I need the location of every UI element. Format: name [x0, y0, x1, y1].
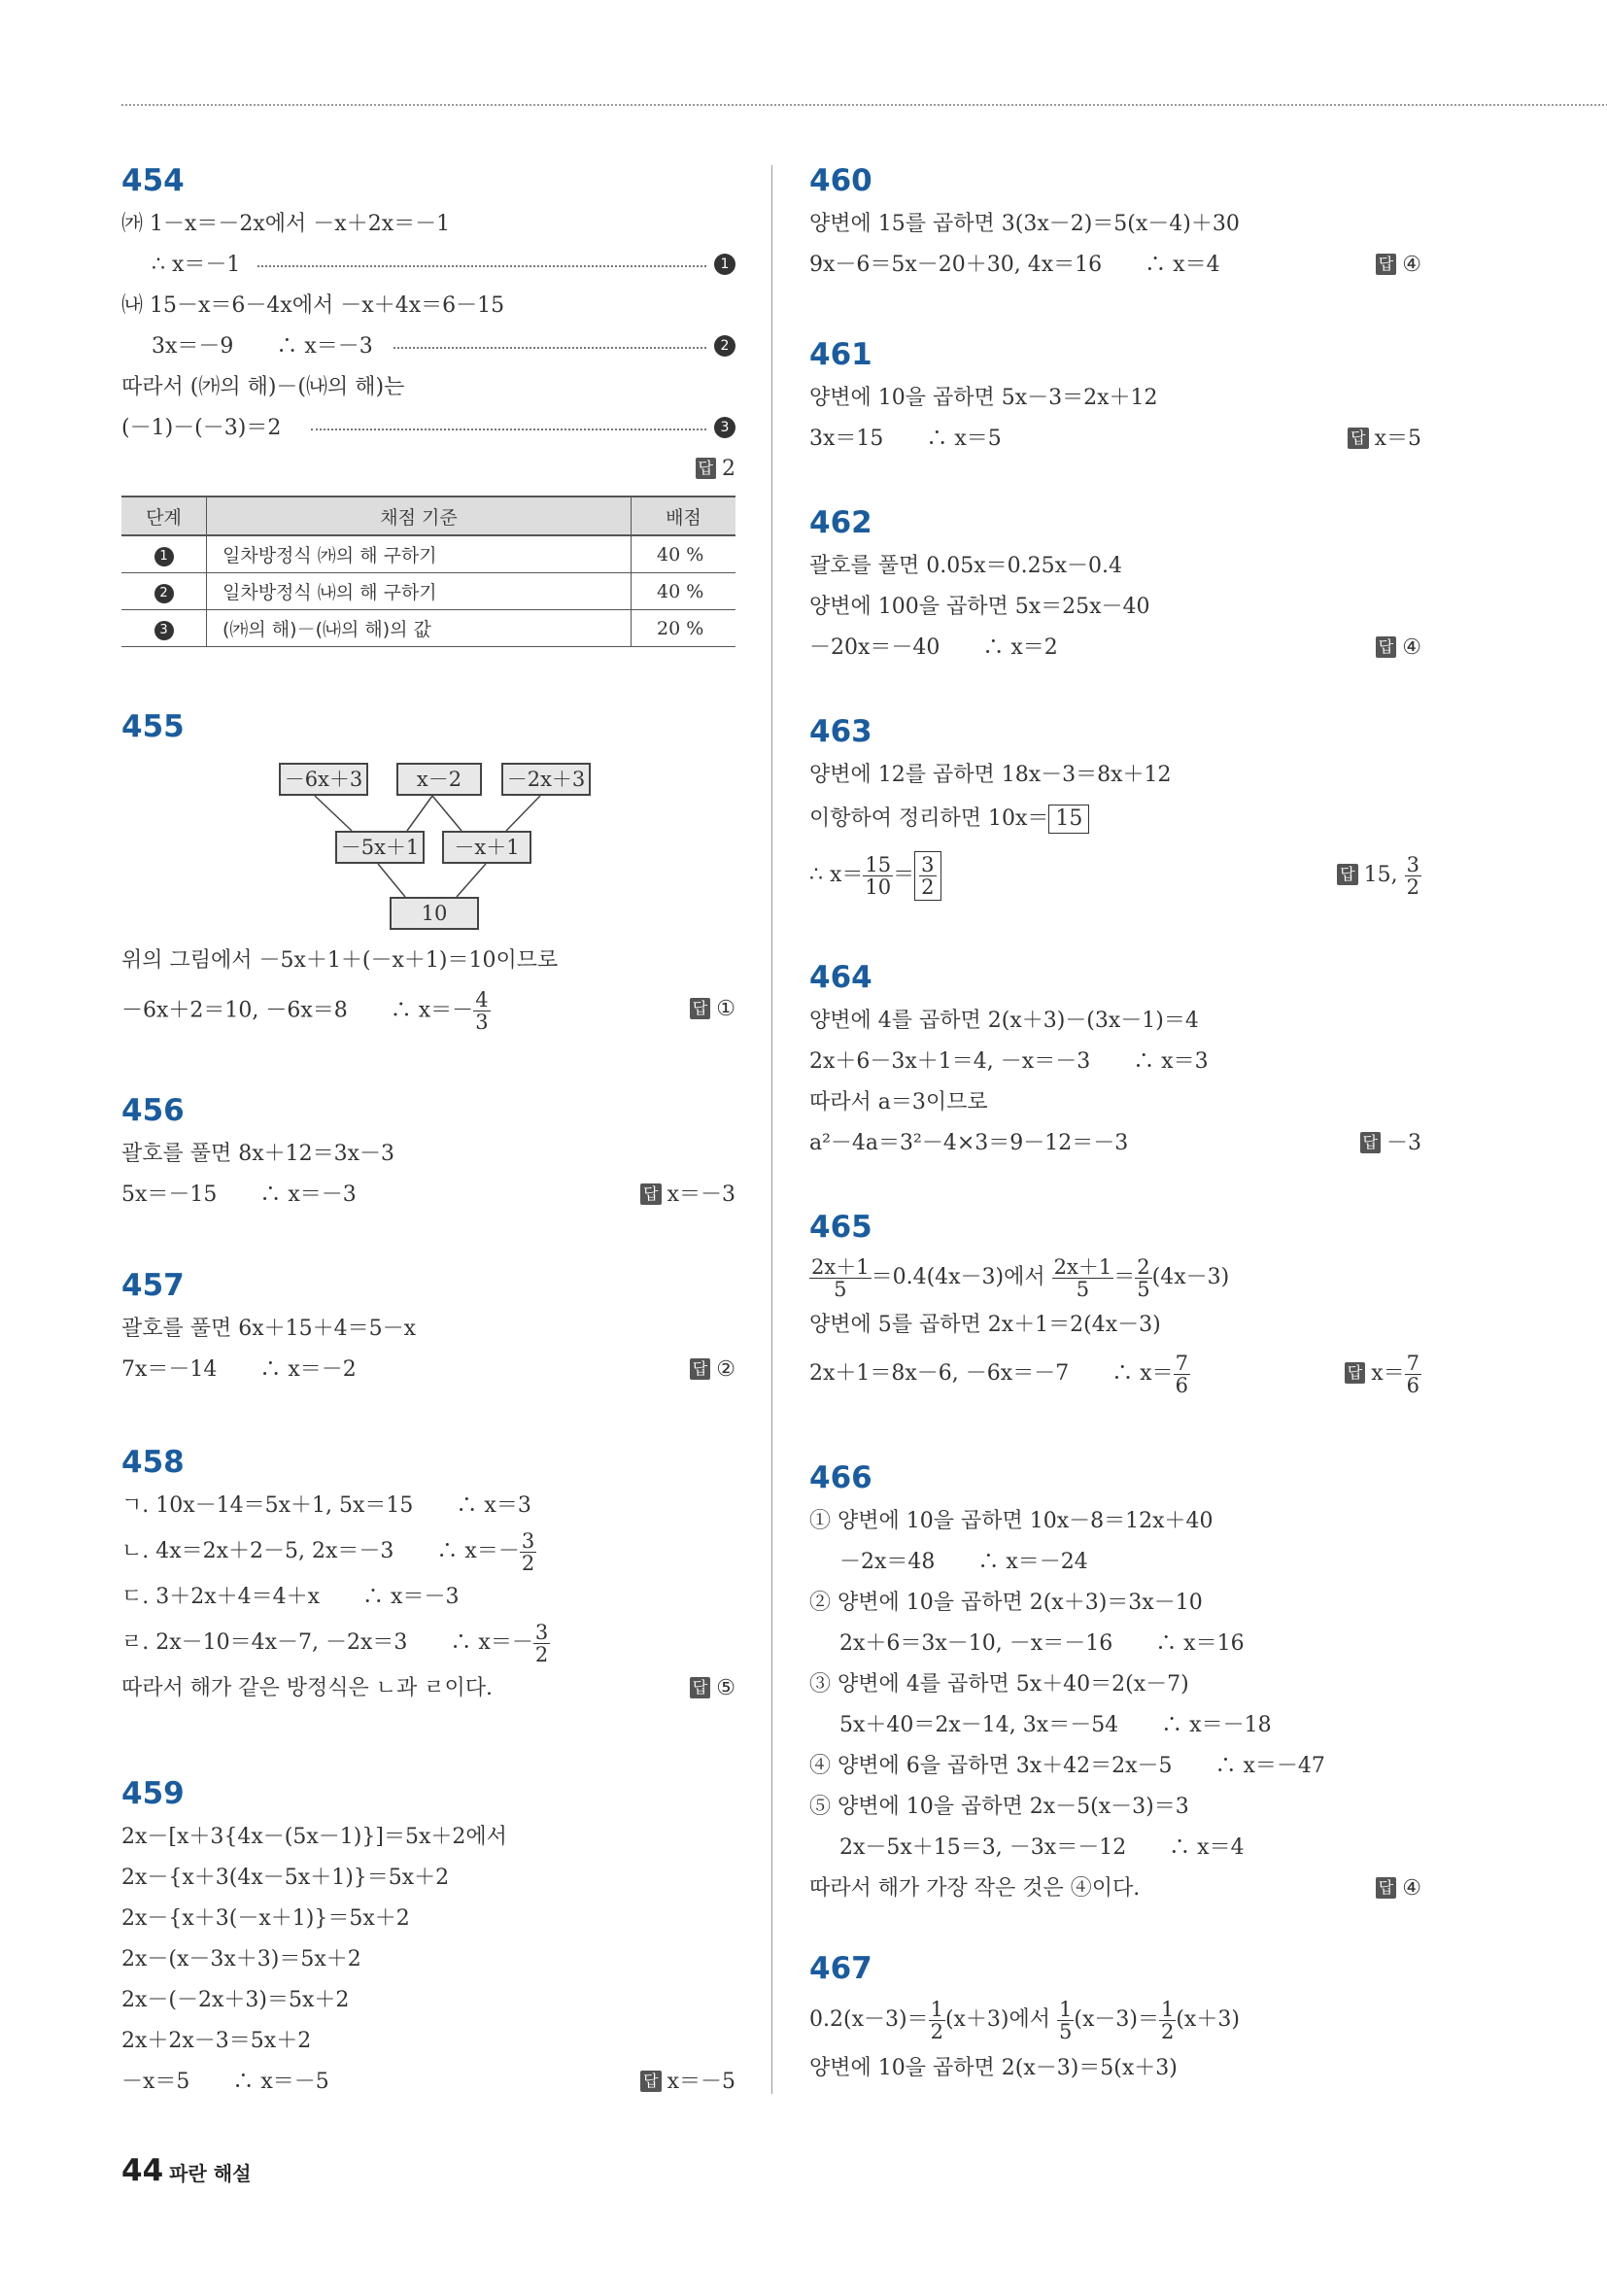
- answer-tag: 답: [640, 1183, 661, 1205]
- problem-462: [809, 505, 1421, 668]
- line: [809, 1123, 1421, 1164]
- line: 괄호를 풀면 0.05x＝0.25x－0.4: [809, 554, 1123, 578]
- line: 2x＋2x－3＝5x＋2: [121, 2029, 312, 2053]
- answer: [640, 2062, 735, 2103]
- problem-number: 465: [809, 1210, 872, 1245]
- problem-461: [809, 337, 1421, 460]
- line: ⑤ 양변에 10을 곱하면 2x－5(x－3)＝3: [809, 1795, 1189, 1819]
- problem-460: [809, 163, 1421, 286]
- numerator: 1: [1059, 1997, 1073, 2021]
- table-cell-step: [121, 535, 207, 573]
- line: [121, 989, 735, 1033]
- line: [121, 1618, 735, 1668]
- line-text: 2x＋1＝8x－6, －6x＝－7 ∴ x＝: [809, 1361, 1174, 1386]
- problem-463: [809, 714, 1421, 908]
- step-marker: 1: [154, 547, 174, 566]
- table-cell: 일차방정식 ㈏의 해 구하기: [207, 573, 632, 610]
- step-marker: 2: [154, 584, 174, 603]
- line-text: ㄹ. 2x－10＝4x－7, －2x＝3 ∴ x＝－: [121, 1630, 533, 1655]
- line: ㈏ 15－x＝6－4x에서 －x＋4x＝6－15: [121, 293, 505, 318]
- line-text: 7x＝－14 ∴ x＝－2: [121, 1357, 357, 1382]
- answer-tag: 답: [1376, 636, 1396, 658]
- answer-tag: 답: [696, 458, 716, 479]
- problem-number: 458: [121, 1445, 185, 1480]
- line: [121, 408, 735, 449]
- line-text: ∴ x＝－1: [152, 253, 241, 277]
- answer-tag: 답: [640, 2071, 661, 2092]
- fraction: [1135, 1256, 1151, 1300]
- denominator: 6: [1175, 1373, 1188, 1397]
- line: [121, 1526, 735, 1577]
- table-cell-step: [121, 610, 207, 647]
- line-text: －6x＋2＝10, －6x＝8 ∴ x＝－: [121, 998, 474, 1023]
- numerator: 1: [930, 1997, 943, 2021]
- numerator: 3: [1406, 852, 1419, 876]
- line: 2x－[x＋3{4x－(5x－1)}]＝5x＋2에서: [121, 1825, 507, 1849]
- answer: [1376, 245, 1421, 286]
- problem-number: 462: [809, 505, 872, 540]
- problem-466: [809, 1460, 1421, 1909]
- page-footer: [121, 2153, 251, 2188]
- line: [809, 1868, 1421, 1909]
- equals: ＝: [1113, 1265, 1136, 1289]
- line-text: 이항하여 정리하면 10x＝: [809, 806, 1049, 831]
- step-marker: 3: [714, 417, 735, 438]
- answer-value: －3: [1386, 1131, 1421, 1155]
- problem-456: [121, 1093, 735, 1216]
- answer: [640, 1175, 735, 1216]
- line: [121, 245, 735, 286]
- problem-457: [121, 1268, 735, 1390]
- line: [121, 1668, 735, 1709]
- answer-tag: 답: [1376, 254, 1396, 275]
- line-text: 따라서 해가 같은 방정식은 ㄴ과 ㄹ이다.: [121, 1676, 493, 1700]
- step-marker: 2: [714, 335, 735, 357]
- problem-number: 457: [121, 1268, 185, 1303]
- step-marker: 1: [714, 254, 735, 275]
- fraction: [1057, 1999, 1074, 2042]
- line: 양변에 100을 곱하면 5x＝25x－40: [809, 595, 1150, 619]
- problem-458: [121, 1445, 735, 1709]
- answer: [1376, 628, 1421, 668]
- answer: [1348, 419, 1421, 460]
- line-text: 0.2(x－3)＝: [809, 2007, 929, 2032]
- problem-number: 463: [809, 714, 872, 749]
- dotted-leader: [257, 265, 706, 267]
- line: [809, 245, 1421, 286]
- problem-number: 466: [809, 1460, 872, 1495]
- denominator: 5: [1137, 1277, 1150, 1301]
- table-cell: 20 %: [632, 610, 736, 647]
- table-row: [121, 573, 735, 610]
- answer-value: ④: [1402, 1876, 1421, 1901]
- table-cell-step: [121, 573, 207, 610]
- line-text: ∴ x＝: [809, 863, 864, 887]
- line: 2x－{x＋3(－x＋1)}＝5x＋2: [121, 1906, 410, 1931]
- denominator: 2: [921, 874, 935, 899]
- line: 양변에 15를 곱하면 3(3x－2)＝5(x－4)＋30: [809, 212, 1240, 236]
- problem-number: 454: [121, 163, 185, 198]
- line-text: ＝0.4(4x－3)에서: [871, 1265, 1045, 1289]
- line: ② 양변에 10을 곱하면 2(x＋3)＝3x－10: [809, 1591, 1203, 1615]
- table-header: 채점 기준: [207, 497, 632, 535]
- line-text: 5x＝－15 ∴ x＝－3: [121, 1182, 357, 1207]
- fraction: [1052, 1256, 1114, 1300]
- answer: [121, 449, 735, 490]
- line: 따라서 a＝3이므로: [809, 1090, 988, 1114]
- scoring-table: [121, 496, 735, 647]
- problem-464: [809, 960, 1421, 1164]
- table-cell: (㈎의 해)－(㈏의 해)의 값: [207, 610, 632, 647]
- table-header: 단계: [121, 497, 207, 535]
- answer-value: x＝－3: [667, 1182, 735, 1207]
- page-number: 44: [121, 2153, 164, 2188]
- line-text: (x－3)＝: [1074, 2007, 1159, 2032]
- line: ① 양변에 10을 곱하면 10x－8＝12x＋40: [809, 1509, 1214, 1533]
- fraction: [533, 1622, 550, 1665]
- answer: [1376, 1868, 1421, 1909]
- line: [121, 1175, 735, 1216]
- line-text: (x＋3): [1176, 2007, 1240, 2032]
- answer-value: ④: [1402, 253, 1421, 277]
- problem-number: 467: [809, 1951, 872, 1986]
- line: [809, 842, 1421, 908]
- tree-box: －6x＋3: [279, 763, 368, 796]
- line: 2x－5x＋15＝3, －3x＝－12 ∴ x＝4: [839, 1835, 1245, 1860]
- line: －2x＝48 ∴ x＝－24: [839, 1550, 1088, 1574]
- denominator: 2: [521, 1551, 535, 1575]
- numerator: 3: [921, 852, 935, 876]
- numerator: 2x＋1: [1053, 1254, 1112, 1279]
- problem-459: [121, 1776, 735, 2103]
- line: 5x＋40＝2x－14, 3x＝－54 ∴ x＝－18: [839, 1713, 1272, 1737]
- answer-tag: 답: [1348, 428, 1368, 449]
- table-cell: 40 %: [632, 573, 736, 610]
- dotted-leader: [311, 428, 706, 430]
- fraction: [929, 1999, 945, 2042]
- denominator: 2: [1160, 2019, 1175, 2043]
- line: 양변에 10을 곱하면 5x－3＝2x＋12: [809, 386, 1158, 410]
- numerator: 4: [475, 988, 489, 1011]
- fraction: [1405, 1353, 1421, 1396]
- fraction-boxed: [914, 851, 940, 901]
- answer-tag: 답: [690, 1358, 710, 1380]
- line-text: －20x＝－40 ∴ x＝2: [809, 635, 1058, 660]
- line: 2x－(－2x＋3)＝5x＋2: [121, 1988, 350, 2012]
- line: [809, 1251, 1421, 1305]
- line-text: (x＋3)에서: [944, 2007, 1051, 2032]
- book-section-title: 파란 해설: [169, 2162, 252, 2185]
- problem-467: [809, 1951, 1421, 2089]
- problem-454: [121, 163, 735, 490]
- answer-value: x＝5: [1374, 427, 1421, 451]
- step-marker: 3: [154, 621, 174, 640]
- line: ③ 양변에 4를 곱하면 5x＋40＝2(x－7): [809, 1672, 1189, 1696]
- line: [121, 1350, 735, 1390]
- denominator: 2: [1406, 874, 1419, 899]
- answer: [1337, 842, 1421, 908]
- numerator: 1: [1160, 1997, 1175, 2021]
- line: [809, 1346, 1421, 1402]
- line: [809, 419, 1421, 460]
- problem-number: 460: [809, 163, 872, 198]
- fraction: [809, 1256, 872, 1300]
- line-text: 9x－6＝5x－20＋30, 4x＝16 ∴ x＝4: [809, 253, 1220, 277]
- column-divider: [771, 165, 772, 2094]
- line: [809, 628, 1421, 668]
- numerator: 3: [521, 1528, 535, 1553]
- problem-number: 461: [809, 337, 872, 372]
- line: ㄱ. 10x－14＝5x＋1, 5x＝15 ∴ x＝3: [121, 1493, 531, 1518]
- denominator: 5: [834, 1277, 847, 1301]
- problem-465: [809, 1210, 1421, 1402]
- denominator: 2: [930, 2019, 943, 2043]
- answer-value: ①: [716, 997, 735, 1021]
- fraction: [1174, 1353, 1190, 1396]
- answer: [690, 989, 735, 1030]
- line: 위의 그림에서 －5x＋1＋(－x＋1)＝10이므로: [121, 948, 559, 973]
- line: 2x－(x－3x＋3)＝5x＋2: [121, 1947, 361, 1971]
- line-text: 3x＝－9 ∴ x＝－3: [152, 334, 373, 359]
- line-text: ㄴ. 4x＝2x＋2－5, 2x＝－3 ∴ x＝－: [121, 1539, 520, 1563]
- denominator: 5: [1076, 1277, 1090, 1301]
- tree-box: －5x＋1: [335, 831, 425, 864]
- answer-tag: 답: [1337, 864, 1357, 885]
- numerator: 7: [1406, 1351, 1419, 1375]
- line: 괄호를 풀면 6x＋15＋4＝5－x: [121, 1317, 417, 1341]
- tree-box: 10: [390, 897, 479, 930]
- numerator: 7: [1175, 1351, 1188, 1375]
- line: 2x＋6＝3x－10, －x＝－16 ∴ x＝16: [839, 1631, 1245, 1656]
- fraction: [473, 989, 490, 1033]
- line-text: 따라서 해가 가장 작은 것은 ④이다.: [809, 1876, 1141, 1901]
- fraction: [1159, 1999, 1176, 2042]
- answer-value: x＝: [1371, 1361, 1405, 1386]
- numerator: 15: [865, 852, 892, 876]
- tree-box: x－2: [396, 763, 482, 796]
- line: 양변에 12를 곱하면 18x－3＝8x＋12: [809, 763, 1172, 787]
- table-row: [121, 535, 735, 573]
- line-text: 3x＝15 ∴ x＝5: [809, 427, 1002, 451]
- line: [121, 326, 735, 367]
- fraction: [520, 1530, 536, 1574]
- answer-value: ④: [1402, 635, 1421, 660]
- answer: [690, 1668, 735, 1709]
- line: [121, 2062, 735, 2103]
- dotted-leader: [393, 347, 706, 349]
- line: [809, 1992, 1421, 2048]
- table-header-row: [121, 497, 735, 535]
- line: [809, 796, 1421, 842]
- denominator: 3: [475, 1011, 489, 1034]
- table-row: [121, 610, 735, 647]
- line: 따라서 (㈎의 해)－(㈏의 해)는: [121, 375, 405, 399]
- problem-455: [121, 709, 735, 1059]
- table-cell: 일차방정식 ㈎의 해 구하기: [207, 535, 632, 573]
- fraction: [1405, 854, 1421, 898]
- denominator: 5: [1059, 2019, 1073, 2043]
- answer-value: ②: [716, 1357, 735, 1382]
- answer: [1360, 1123, 1421, 1164]
- answer: [1345, 1346, 1421, 1402]
- line: 양변에 5를 곱하면 2x＋1＝2(4x－3): [809, 1313, 1161, 1337]
- line: ㈎ 1－x＝－2x에서 －x＋2x＝－1: [121, 212, 451, 236]
- tree-box: －x＋1: [442, 831, 531, 864]
- answer-tag: 답: [690, 998, 710, 1019]
- line-text: (－1)－(－3)＝2: [121, 416, 282, 440]
- answer-tag: 답: [690, 1677, 710, 1698]
- fraction: [863, 854, 893, 898]
- answer-value: 15,: [1363, 863, 1398, 887]
- numerator: 2x＋1: [811, 1254, 870, 1279]
- line: ㄷ. 3＋2x＋4＝4＋x ∴ x＝－3: [121, 1585, 460, 1609]
- answer-tag: 답: [1376, 1877, 1396, 1899]
- line: ④ 양변에 6을 곱하면 3x＋42＝2x－5 ∴ x＝－47: [809, 1754, 1325, 1778]
- line-text: a²－4a＝3²－4×3＝9－12＝－3: [809, 1131, 1129, 1155]
- header-rule: [121, 104, 1607, 106]
- problem-number: 464: [809, 960, 872, 995]
- answer-tag: 답: [1345, 1362, 1365, 1384]
- line-text: －x＝5 ∴ x＝－5: [121, 2070, 329, 2094]
- line: 괄호를 풀면 8x＋12＝3x－3: [121, 1142, 395, 1166]
- answer-value: ⑤: [716, 1676, 735, 1700]
- denominator: 6: [1406, 1373, 1419, 1397]
- answer-tag: 답: [1360, 1132, 1381, 1153]
- problem-number: 459: [121, 1776, 185, 1811]
- table-cell: 40 %: [632, 535, 736, 573]
- tree-box: －2x＋3: [501, 763, 591, 796]
- answer: [690, 1350, 735, 1390]
- problem-number: 455: [121, 709, 185, 744]
- line: 양변에 4를 곱하면 2(x＋3)－(3x－1)＝4: [809, 1009, 1199, 1033]
- line: 2x－{x＋3(4x－5x＋1)}＝5x＋2: [121, 1866, 450, 1890]
- blank-box: 15: [1048, 805, 1089, 834]
- line: 양변에 10을 곱하면 2(x－3)＝5(x＋3): [809, 2056, 1178, 2080]
- table-header: 배점: [632, 497, 736, 535]
- denominator: 10: [865, 874, 892, 899]
- equals: ＝: [893, 863, 915, 887]
- denominator: 2: [534, 1642, 549, 1666]
- answer-value: x＝－5: [667, 2070, 735, 2094]
- problem-number: 456: [121, 1093, 185, 1128]
- numerator: 2: [1137, 1254, 1150, 1279]
- numerator: 3: [534, 1620, 549, 1644]
- line: 2x＋6－3x＋1＝4, －x＝－3 ∴ x＝3: [809, 1049, 1209, 1074]
- answer-value: 2: [722, 457, 735, 481]
- line-text: (4x－3): [1151, 1265, 1230, 1289]
